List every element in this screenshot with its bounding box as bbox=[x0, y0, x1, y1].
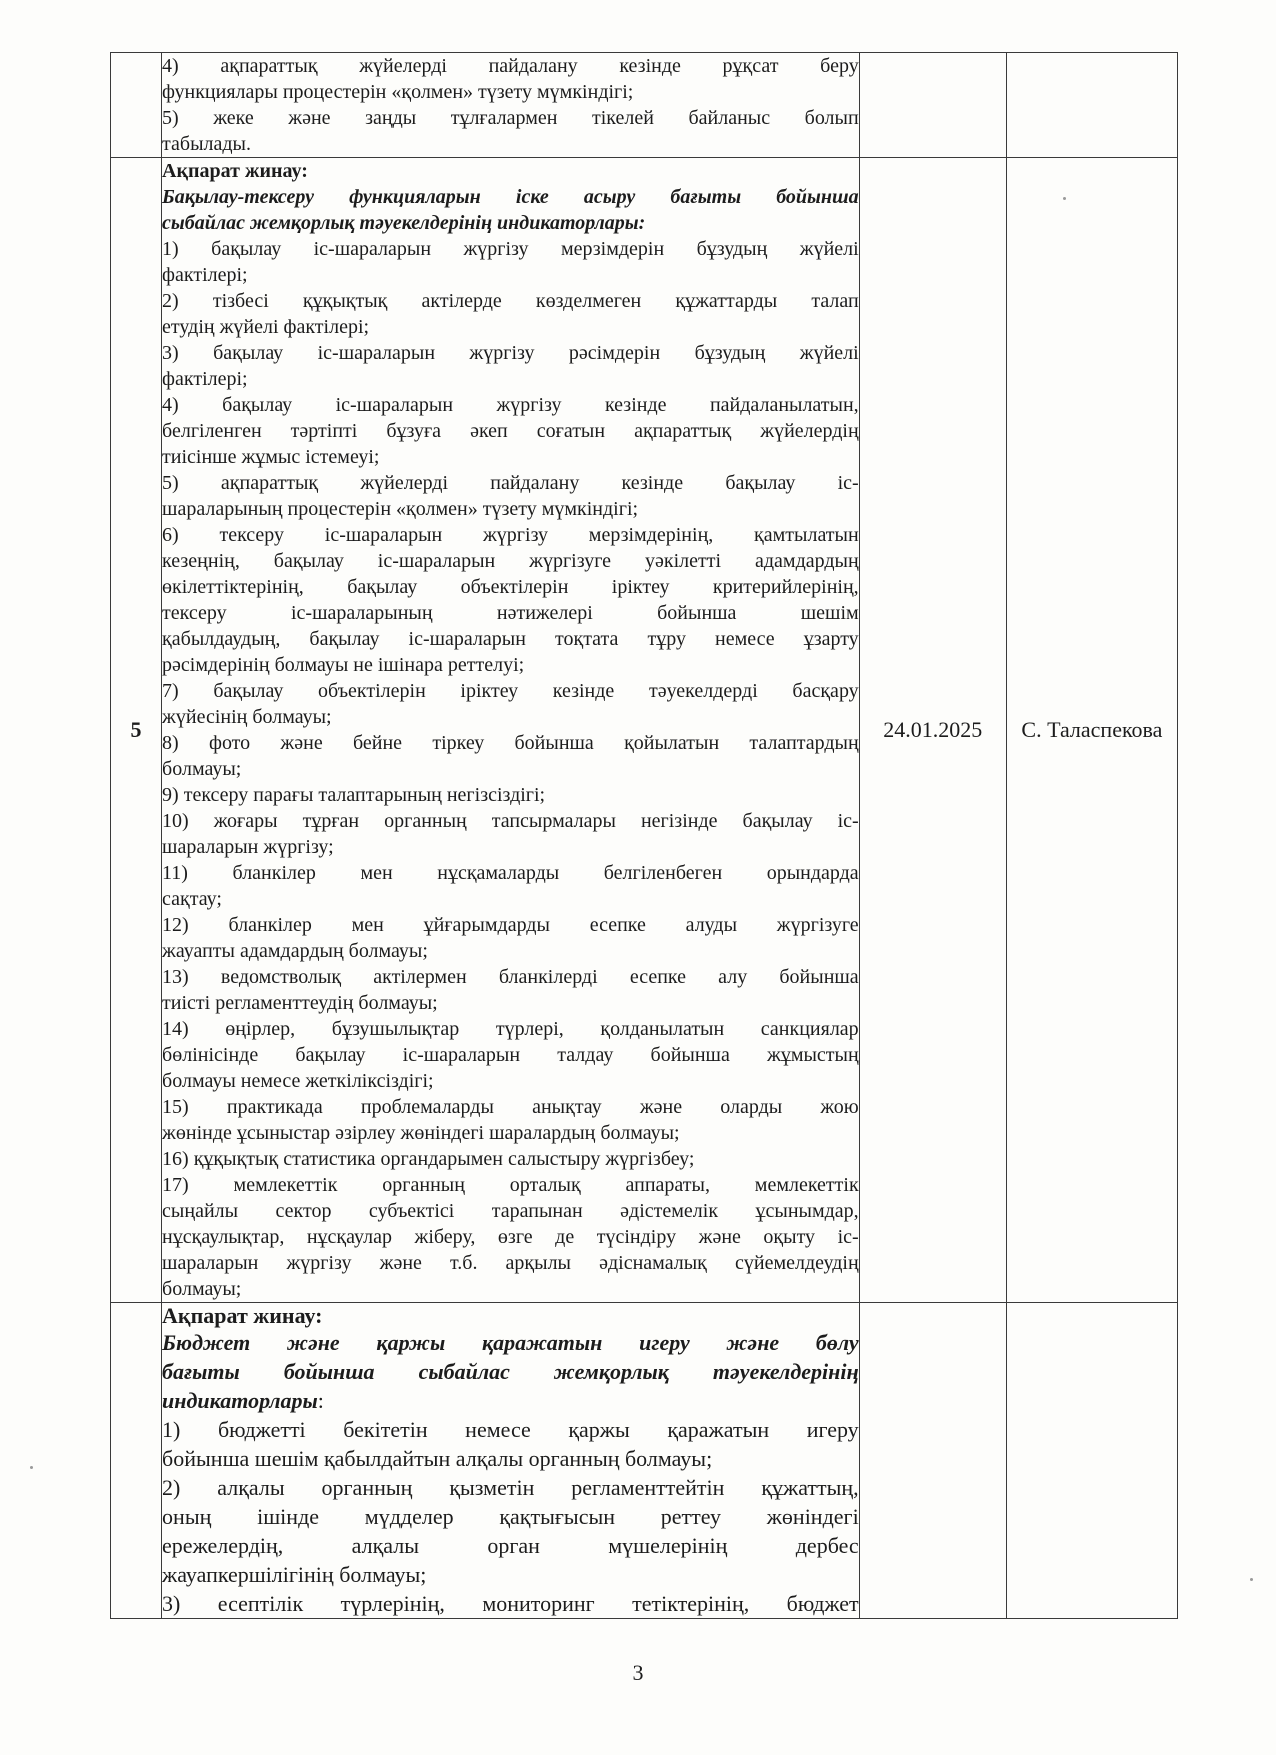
date-cell bbox=[859, 1303, 1006, 1619]
text-line: жауапты адамдардың болмауы; bbox=[162, 940, 428, 962]
text-line: 5) жеке және заңды тұлғалармен тікелей байланыс болып bbox=[162, 107, 859, 129]
responsible-cell bbox=[1006, 158, 1177, 1303]
date-cell bbox=[859, 53, 1006, 158]
text-line: 17) мемлекеттік органның орталық аппараты, мемлекеттік bbox=[162, 1174, 859, 1196]
row-number-cell bbox=[111, 158, 162, 1303]
text-line: жауапкершілігінің болмауы; bbox=[162, 1562, 427, 1587]
section-subheading-line: бағыты бойынша сыбайлас жемқорлық тәуекелдерінің bbox=[162, 1359, 859, 1384]
text-line: 1) бюджетті бекітетін немесе қаржы қаражатын игеру bbox=[162, 1417, 859, 1442]
text-line: функциялары процестерін «қолмен» түзету мүмкіндігі; bbox=[162, 81, 634, 103]
text-line: 10) жоғары тұрған органның тапсырмалары негізінде бақылау іс- bbox=[162, 810, 859, 832]
section-subheading-line: Бақылау-тексеру функцияларын іске асыру бағыты бойынша bbox=[162, 186, 859, 208]
subheading-suffix: : bbox=[317, 1388, 324, 1413]
text-line: жөнінде ұсыныстар әзірлеу жөніндегі шаралардың болмауы; bbox=[162, 1122, 680, 1144]
row-number: 5 bbox=[130, 717, 142, 742]
text-line: болмауы; bbox=[162, 758, 242, 780]
text-line: бойынша шешім қабылдайтын алқалы органның болмауы; bbox=[162, 1446, 713, 1471]
text-line: етудің жүйелі фактілері; bbox=[162, 316, 370, 338]
text-line: 8) фото және бейне тіркеу бойынша қойылатын талаптардың bbox=[162, 732, 859, 754]
table-row bbox=[111, 1303, 1178, 1619]
table-row bbox=[111, 53, 1178, 158]
text-line: 5) ақпараттық жүйелерді пайдалану кезінде бақылау іс- bbox=[162, 472, 859, 494]
row-number-cell bbox=[111, 1303, 162, 1619]
text-line: нұсқаулықтар, нұсқаулар жіберу, өзге де түсіндіру және оқыту іс- bbox=[162, 1226, 859, 1248]
text-line: 2) тізбесі құқықтық актілерде көзделмеген құжаттарды талап bbox=[162, 290, 859, 312]
section-heading: Ақпарат жинау: bbox=[162, 160, 308, 182]
text-line: тексеру іс-шараларының нәтижелері бойынша шешім bbox=[162, 602, 859, 624]
due-date: 24.01.2025 bbox=[883, 717, 983, 742]
scan-speck bbox=[1063, 197, 1066, 200]
text-line: 16) құқықтық статистика органдарымен салыстыру жүргізбеу; bbox=[162, 1148, 695, 1170]
scan-speck bbox=[1250, 1578, 1253, 1581]
text-line: сақтау; bbox=[162, 888, 222, 910]
text-line: шараларын жүргізу; bbox=[162, 836, 334, 858]
table-row bbox=[111, 158, 1178, 1303]
text-line: 15) практикада проблемаларды анықтау және оларды жою bbox=[162, 1096, 859, 1118]
description-cell bbox=[162, 53, 860, 158]
text-line: тиісті регламенттеудің болмауы; bbox=[162, 992, 438, 1014]
date-cell bbox=[859, 158, 1006, 1303]
subheading-text: индикаторлары bbox=[162, 1388, 318, 1413]
text-line: бөлінісінде бақылау іс-шараларын талдау бойынша жұмыстың bbox=[162, 1044, 859, 1066]
text-line: болмауы; bbox=[162, 1278, 242, 1300]
text-line: 12) бланкілер мен ұйғарымдарды есепке алуды жүргізуге bbox=[162, 914, 859, 936]
text-line: 2) алқалы органның қызметін регламенттейтін құжаттың, bbox=[162, 1475, 859, 1500]
row-number-cell bbox=[111, 53, 162, 158]
text-line: өкілеттіктерінің, бақылау объектілерін іріктеу критерийлерінің, bbox=[162, 576, 859, 598]
description-cell bbox=[162, 1303, 860, 1619]
text-line: 1) бақылау іс-шараларын жүргізу мерзімдерін бұзудың жүйелі bbox=[162, 238, 859, 260]
text-line: 9) тексеру парағы талаптарының негізсіздігі; bbox=[162, 784, 546, 806]
section-subheading-line: сыбайлас жемқорлық тәуекелдерінің индикаторлары: bbox=[162, 212, 646, 234]
text-line: жүйесінің болмауы; bbox=[162, 706, 332, 728]
document-table bbox=[110, 52, 1178, 1619]
text-line: 3) бақылау іс-шараларын жүргізу рәсімдерін бұзудың жүйелі bbox=[162, 342, 859, 364]
description-cell bbox=[162, 158, 860, 1303]
text-line: 3) есептілік түрлерінің, мониторинг тетіктерінің, бюджет bbox=[162, 1591, 859, 1616]
text-line: 4) ақпараттық жүйелерді пайдалану кезінде рұқсат беру bbox=[162, 55, 859, 77]
section-heading: Ақпарат жинау: bbox=[162, 1303, 323, 1328]
responsible-cell bbox=[1006, 53, 1177, 158]
text-line: қабылдаудың, бақылау іс-шараларын тоқтата тұру немесе ұзарту bbox=[162, 628, 859, 650]
text-line: 11) бланкілер мен нұсқамаларды белгіленбеген орындарда bbox=[162, 862, 859, 884]
text-line: рәсімдерінің болмауы не ішінара реттелуі; bbox=[162, 654, 525, 676]
text-line: шараларын жүргізу және т.б. арқылы әдіснамалық сүйемелдеудің bbox=[162, 1252, 859, 1274]
text-line: ережелердің, алқалы орган мүшелерінің дербес bbox=[162, 1533, 859, 1558]
text-line: оның ішінде мүдделер қақтығысын реттеу жөніндегі bbox=[162, 1504, 859, 1529]
text-line: 7) бақылау объектілерін іріктеу кезінде тәуекелдерді басқару bbox=[162, 680, 859, 702]
text-line: 13) ведомстволық актілермен бланкілерді есепке алу бойынша bbox=[162, 966, 859, 988]
text-line: табылады. bbox=[162, 133, 251, 155]
text-line: фактілері; bbox=[162, 368, 248, 390]
responsible-cell bbox=[1006, 1303, 1177, 1619]
text-line: 4) бақылау іс-шараларын жүргізу кезінде пайдаланылатын, bbox=[162, 394, 859, 416]
text-line: шараларының процестерін «қолмен» түзету мүмкіндігі; bbox=[162, 498, 639, 520]
text-line: тиісінше жұмыс істемеуі; bbox=[162, 446, 380, 468]
responsible-person: С. Таласпекова bbox=[1021, 717, 1163, 742]
text-line: кезеңнің, бақылау іс-шараларын жүргізуге уәкілетті адамдардың bbox=[162, 550, 859, 572]
text-line: 14) өңірлер, бұзушылықтар түрлері, қолданылатын санкциялар bbox=[162, 1018, 859, 1040]
section-subheading-line: Бюджет және қаржы қаражатын игеру және бөлу bbox=[162, 1330, 859, 1355]
section-subheading-line bbox=[162, 1386, 859, 1415]
text-line: белгіленген тәртіпті бұзуға әкеп соғатын ақпараттық жүйелердің bbox=[162, 420, 859, 442]
page-number: 3 bbox=[632, 1660, 644, 1685]
text-line: 6) тексеру іс-шараларын жүргізу мерзімдерінің, қамтылатын bbox=[162, 524, 859, 546]
text-line: болмауы немесе жеткіліксіздігі; bbox=[162, 1070, 434, 1092]
text-line: фактілері; bbox=[162, 264, 248, 286]
scan-speck bbox=[30, 1466, 33, 1469]
text-line: сыңайлы сектор субъектісі тарапынан әдістемелік ұсынымдар, bbox=[162, 1200, 859, 1222]
